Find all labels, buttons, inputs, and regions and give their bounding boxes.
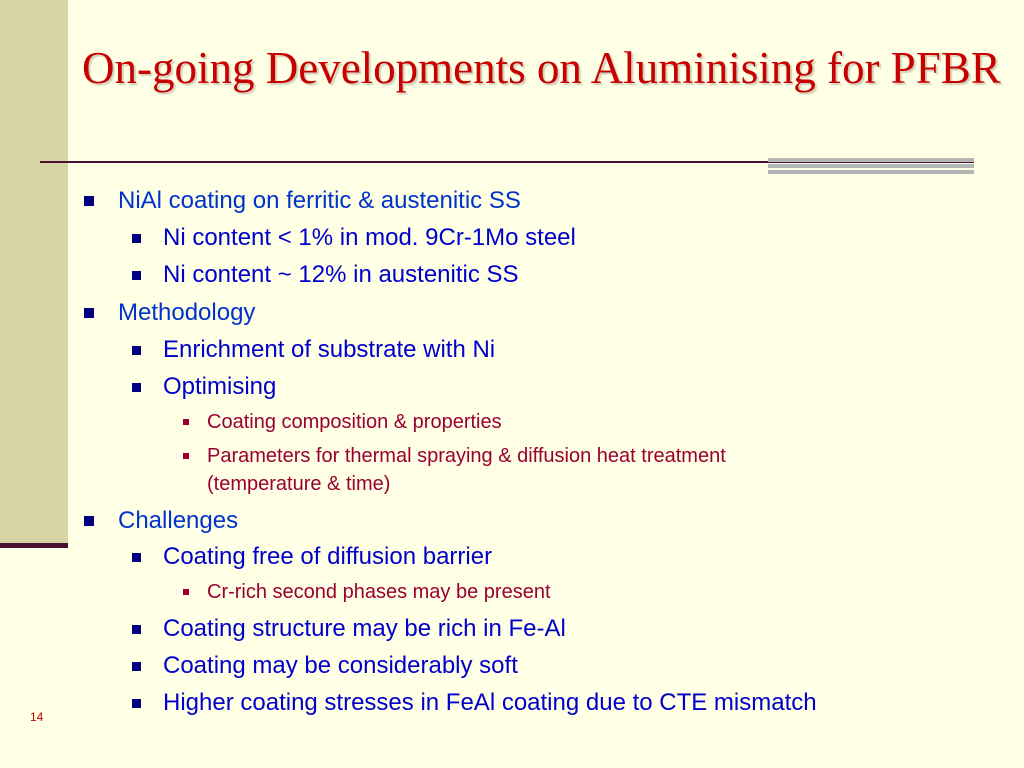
bullet-text: Methodology	[118, 299, 256, 326]
square-bullet-icon	[183, 453, 189, 459]
bullet-text: (temperature & time)	[207, 473, 391, 495]
bullet-text: Parameters for thermal spraying & diffusion heat treatment	[207, 445, 726, 467]
bullet-item	[163, 543, 492, 571]
bullet-item	[163, 261, 519, 289]
bullet-text: Coating composition & properties	[207, 411, 502, 433]
bullet-item	[163, 373, 276, 401]
bullet-continuation	[207, 471, 390, 497]
square-bullet-icon	[183, 419, 189, 425]
bullet-text: Cr-rich second phases may be present	[207, 581, 551, 603]
bullet-text: Ni content ~ 12% in austenitic SS	[163, 261, 519, 288]
bullet-item	[163, 224, 576, 252]
square-bullet-icon	[132, 553, 141, 562]
bullet-item	[163, 652, 518, 680]
bullet-text: NiAl coating on ferritic & austenitic SS	[118, 187, 521, 214]
page-number: 14	[30, 710, 44, 724]
bullet-item	[118, 187, 521, 215]
square-bullet-icon	[183, 589, 189, 595]
bullet-item	[163, 615, 566, 643]
bullet-text: Ni content < 1% in mod. 9Cr-1Mo steel	[163, 224, 576, 251]
square-bullet-icon	[132, 383, 141, 392]
slide-title: On-going Developments on Aluminising for PFBR	[82, 43, 1001, 93]
square-bullet-icon	[84, 196, 94, 206]
bullet-text: Optimising	[163, 373, 277, 400]
bullet-text: Enrichment of substrate with Ni	[163, 336, 496, 363]
bullet-item	[118, 299, 255, 327]
bullet-item	[163, 689, 817, 717]
square-bullet-icon	[132, 346, 141, 355]
square-bullet-icon	[84, 308, 94, 318]
bullet-item	[207, 443, 726, 469]
square-bullet-icon	[84, 516, 94, 526]
bullet-text: Challenges	[118, 507, 239, 534]
bullet-item	[163, 336, 495, 364]
square-bullet-icon	[132, 699, 141, 708]
square-bullet-icon	[132, 234, 141, 243]
bullet-text: Coating structure may be rich in Fe-Al	[163, 615, 566, 642]
bullet-text: Higher coating stresses in FeAl coating due to CTE mismatch	[163, 689, 817, 716]
bullet-text: Coating may be considerably soft	[163, 652, 518, 679]
bullet-item	[207, 409, 502, 435]
square-bullet-icon	[132, 271, 141, 280]
square-bullet-icon	[132, 662, 141, 671]
bullet-item	[118, 507, 238, 535]
bullet-text: Coating free of diffusion barrier	[163, 543, 493, 570]
square-bullet-icon	[132, 625, 141, 634]
bullet-item	[207, 579, 551, 605]
